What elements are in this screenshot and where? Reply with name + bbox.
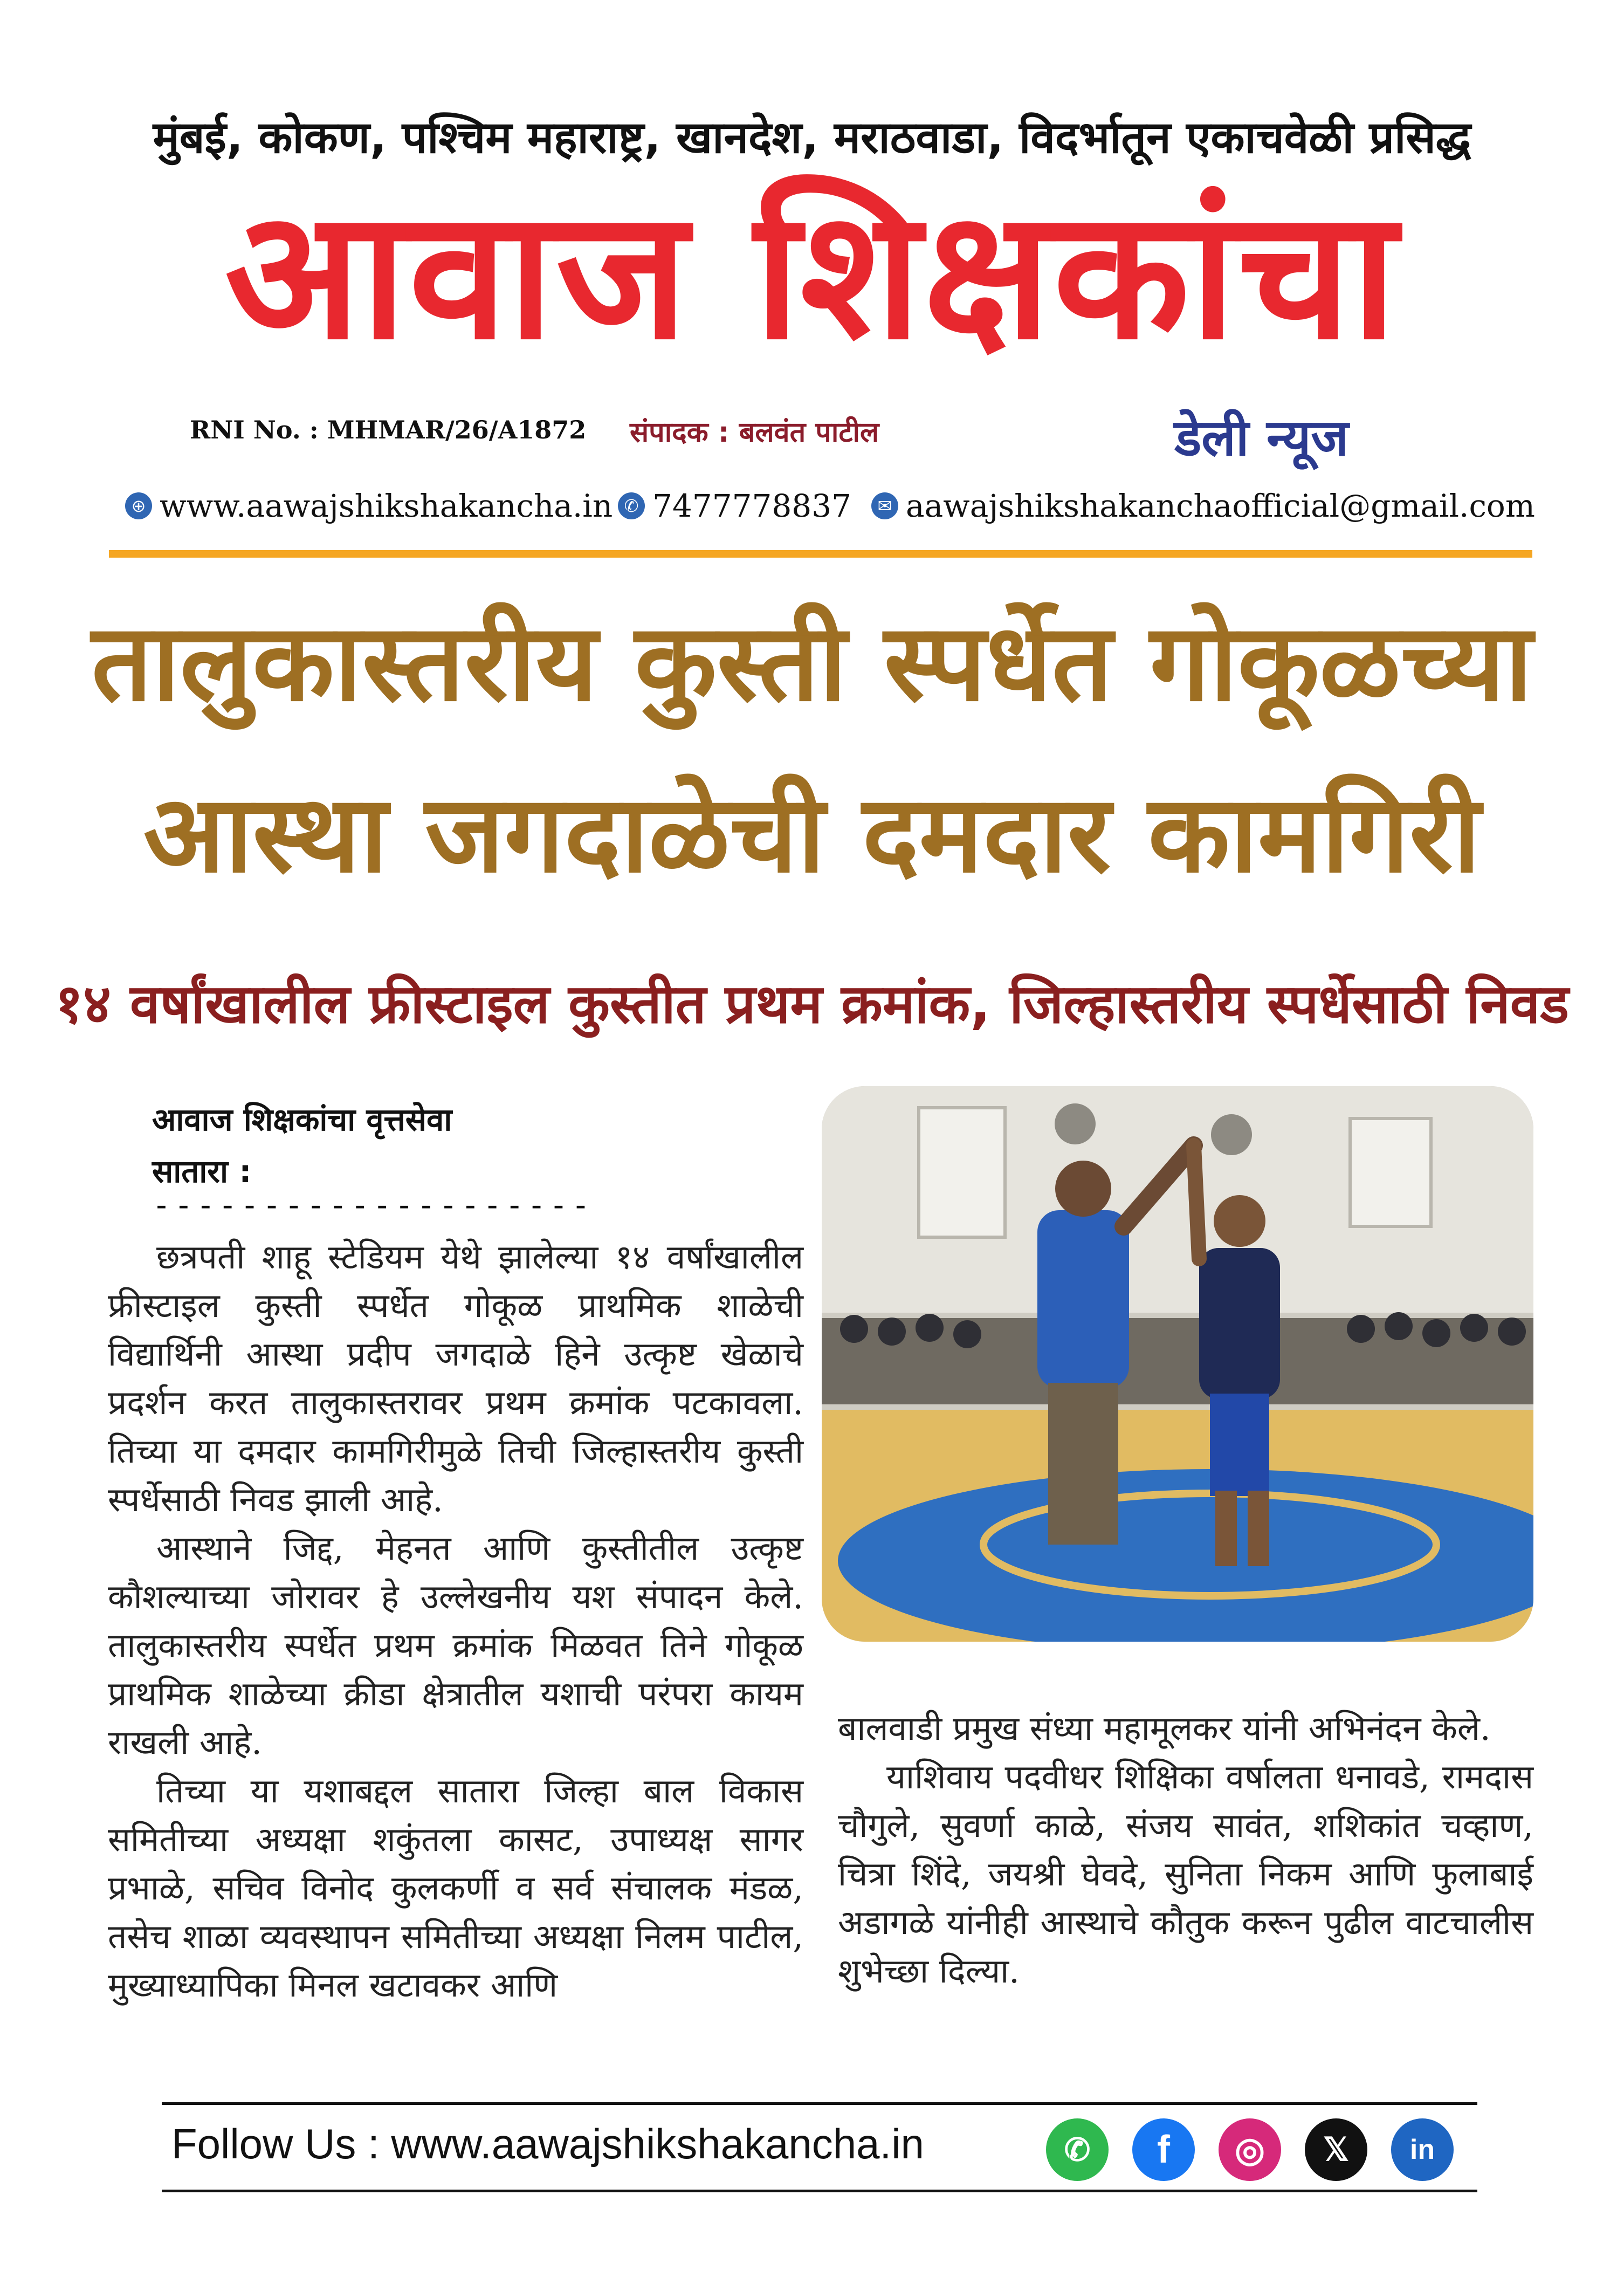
email-contact[interactable]: [871, 488, 1535, 524]
headline-line-1: तालुकास्तरीय कुस्ती स्पर्धेत गोकूळच्या: [91, 600, 1533, 725]
website-contact[interactable]: [125, 488, 613, 524]
footer-rule-bottom: [162, 2190, 1477, 2192]
rni-number: RNI No. : MHMAR/26/A1872: [190, 415, 587, 444]
globe-icon: ⊕: [125, 492, 152, 519]
x-icon[interactable]: 𝕏: [1305, 2118, 1367, 2181]
facebook-icon[interactable]: f: [1132, 2118, 1195, 2181]
byline-block: [152, 1094, 452, 1197]
website-text: www.aawajshikshakancha.in: [160, 488, 613, 524]
headline-line-2: आस्था जगदाळेची दमदार कामगिरी: [143, 772, 1481, 896]
footer-rule-top: [162, 2102, 1477, 2105]
header-divider: [109, 550, 1532, 558]
byline: आवाज शिक्षकांचा वृत्तसेवा: [152, 1101, 452, 1138]
social-icons: [1046, 2118, 1454, 2181]
linkedin-icon[interactable]: in: [1391, 2118, 1454, 2181]
phone-contact[interactable]: [618, 488, 851, 524]
paragraph-3-continued: बालवाडी प्रमुख संध्या महामूलकर यांनी अभिनंदन केले.: [838, 1709, 1491, 1748]
editor-credit: संपादक : बलवंत पाटील: [630, 416, 879, 449]
paragraph-4: याशिवाय पदवीधर शिक्षिका वर्षालता धनावडे, रामदास चौगुले, सुवर्णा काळे, संजय सावंत, शशिकांत चव्हाण, चित्रा शिंदे, जयश्री घेवदे, सुनिता निकम आणि फुलाबाई अडागळे यांनीही आस्थाचे कौतुक करून पुढील वाटचालीस शुभेच्छा दिल्या.: [838, 1757, 1533, 1991]
wrestling-photo-illustration: [822, 1086, 1533, 1642]
email-text: aawajshikshakanchaofficial@gmail.com: [906, 488, 1535, 524]
mail-icon: ✉: [871, 492, 898, 519]
instagram-icon[interactable]: ◎: [1219, 2118, 1281, 2181]
tagline: मुंबई, कोकण, पश्चिम महाराष्ट्र, खानदेश, मराठवाडा, विदर्भातून एकाचवेळी प्रसिद्ध: [153, 112, 1471, 163]
article-column-right: [838, 1704, 1533, 1995]
paragraph-3: तिच्या या यशाबद्दल सातारा जिल्हा बाल विकास समितीच्या अध्यक्षा शकुंतला कासट, उपाध्यक्ष सागर प्रभाळे, सचिव विनोद कुलकर्णी व सर्व संचालक मंडळ, तसेच शाळा व्यवस्थापन समितीच्या अध्यक्षा निलम पाटील, मुख्याध्यापिका मिनल खटावकर आणि: [108, 1771, 803, 2005]
article-photo: [822, 1086, 1533, 1642]
separator-line: --------------------: [152, 1186, 594, 1223]
masthead-title: आवाज शिक्षकांचा: [224, 172, 1400, 379]
phone-text: 7477778837: [652, 488, 852, 524]
paragraph-1: छत्रपती शाहू स्टेडियम येथे झालेल्या १४ वर्षांखालील फ्रीस्टाइल कुस्ती स्पर्धेत गोकूळ प्राथमिक शाळेची विद्यार्थिनी आस्था प्रदीप जगदाळे हिने उत्कृष्ट खेळाचे प्रदर्शन करत तालुकास्तरावर प्रथम क्रमांक पटकावला. तिच्या या दमदार कामगिरीमुळे तिची जिल्हास्तरीय कुस्ती स्पर्धेसाठी निवड झाली आहे.: [108, 1237, 803, 1519]
daily-news-label: डेली न्यूज: [1174, 409, 1349, 468]
follow-us-text[interactable]: Follow Us : www.aawajshikshakancha.in: [171, 2120, 924, 2167]
dateline: सातारा :: [152, 1153, 252, 1190]
whatsapp-icon[interactable]: ✆: [1046, 2118, 1109, 2181]
subheadline: १४ वर्षांखालील फ्रीस्टाइल कुस्तीत प्रथम क्रमांक, जिल्हास्तरीय स्पर्धेसाठी निवड: [55, 972, 1569, 1035]
article-column-left: [108, 1233, 803, 2009]
phone-icon: ✆: [618, 492, 645, 519]
paragraph-2: आस्थाने जिद्द, मेहनत आणि कुस्तीतील उत्कृष्ट कौशल्याच्या जोरावर हे उल्लेखनीय यश संपादन केले. तालुकास्तरीय स्पर्धेत प्रथम क्रमांक मिळवत तिने गोकूळ प्राथमिक शाळेच्या क्रीडा क्षेत्रातील यशाची परंपरा कायम राखली आहे.: [108, 1528, 803, 1762]
